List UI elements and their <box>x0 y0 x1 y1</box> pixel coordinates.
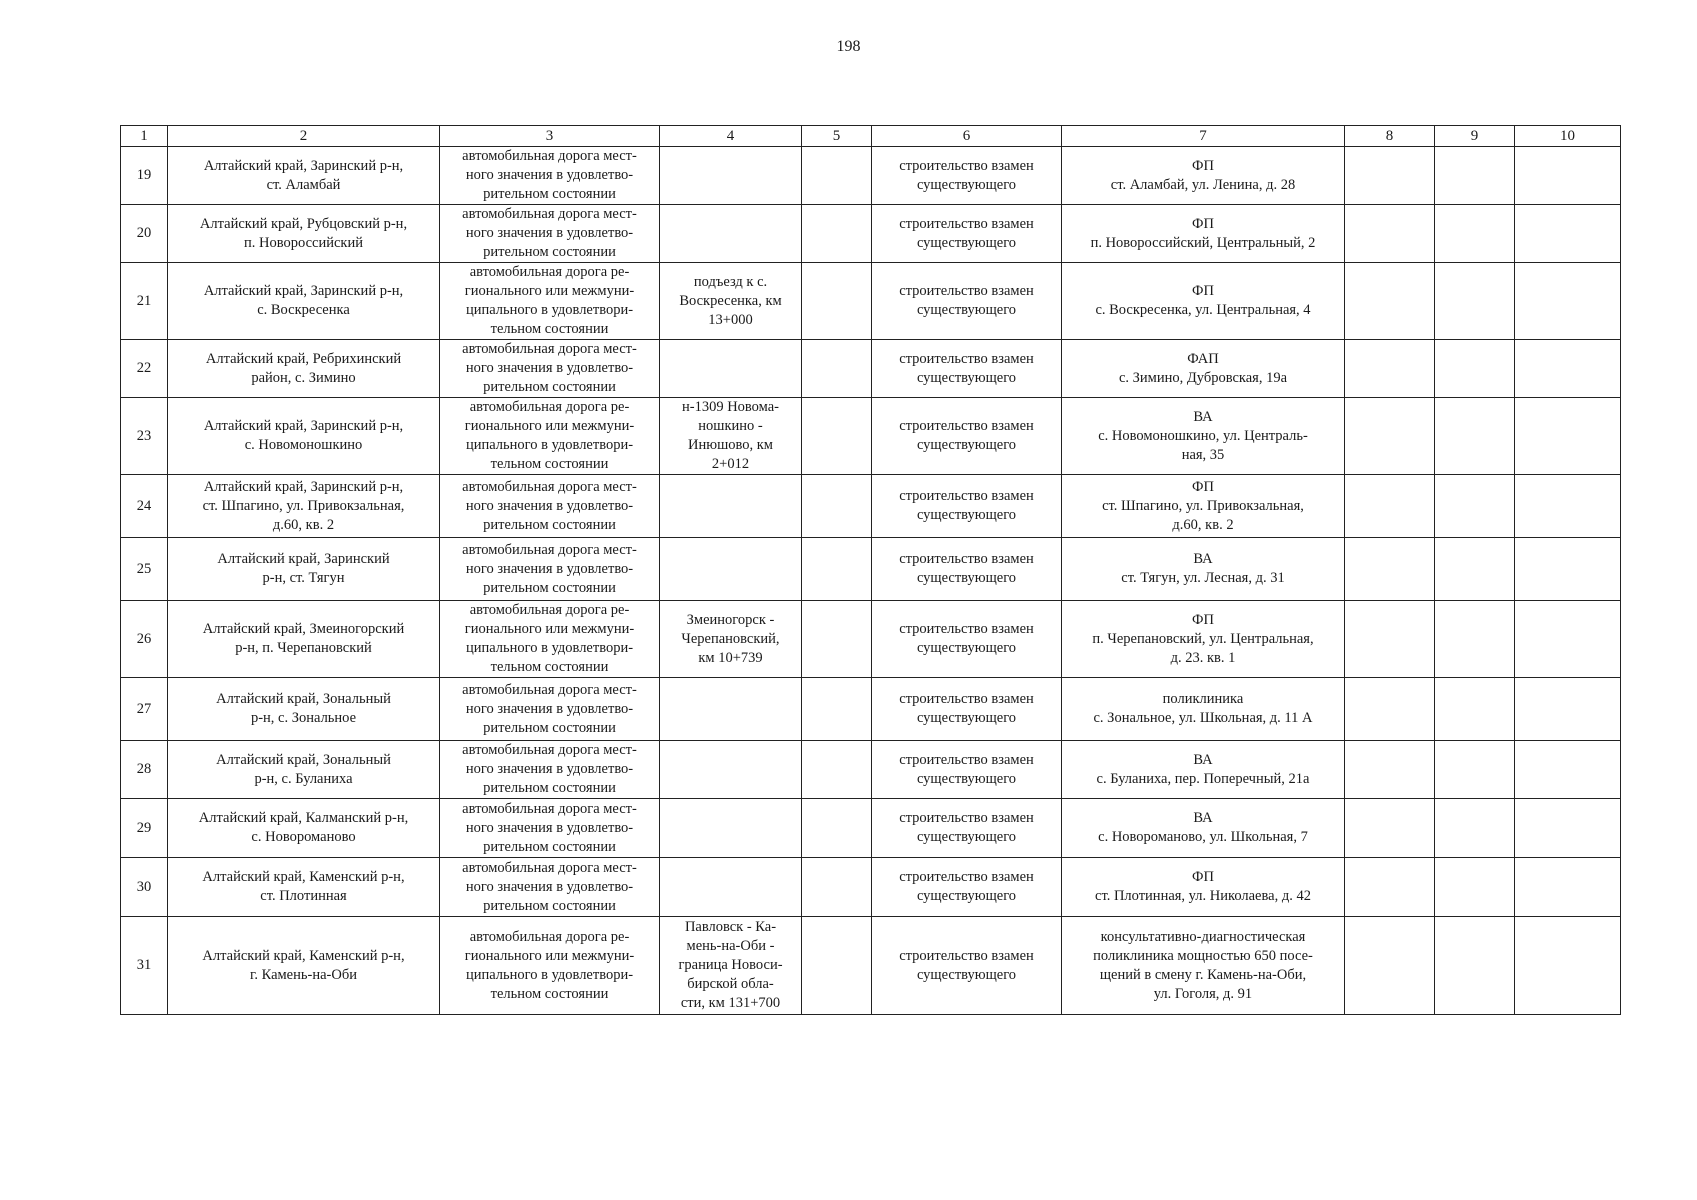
column-9-cell <box>1435 340 1515 398</box>
address-cell: Алтайский край, Заринский р-н, с. Воскресенка <box>168 263 440 340</box>
road-condition-cell: автомобильная дорога мест- ного значения в удовлетво- рительном состоянии <box>440 858 660 917</box>
row-number-cell: 22 <box>121 340 168 398</box>
column-10-cell <box>1515 263 1621 340</box>
column-header-3: 3 <box>440 126 660 147</box>
column-9-cell <box>1435 538 1515 601</box>
column-header-4: 4 <box>660 126 802 147</box>
page-number: 198 <box>836 38 861 55</box>
table-row <box>121 678 1621 741</box>
road-name-cell <box>660 741 802 799</box>
column-5-cell <box>802 147 872 205</box>
road-condition-cell: автомобильная дорога ре- гионального или межмуни- ципального в удовлетвори- тельном состоянии <box>440 601 660 678</box>
column-5-cell <box>802 398 872 475</box>
column-5-cell <box>802 601 872 678</box>
column-8-cell <box>1345 601 1435 678</box>
row-number-cell: 29 <box>121 799 168 858</box>
column-8-cell <box>1345 398 1435 475</box>
road-condition-cell: автомобильная дорога мест- ного значения в удовлетво- рительном состоянии <box>440 538 660 601</box>
road-name-cell <box>660 147 802 205</box>
table-row <box>121 799 1621 858</box>
address-cell: Алтайский край, Калманский р-н, с. Новороманово <box>168 799 440 858</box>
column-5-cell <box>802 340 872 398</box>
table-row <box>121 917 1621 1015</box>
column-8-cell <box>1345 475 1435 538</box>
table-row <box>121 205 1621 263</box>
row-number-cell: 24 <box>121 475 168 538</box>
facility-cell: ВА с. Буланиха, пер. Поперечный, 21а <box>1062 741 1345 799</box>
row-number-cell: 20 <box>121 205 168 263</box>
column-10-cell <box>1515 538 1621 601</box>
road-condition-cell: автомобильная дорога ре- гионального или межмуни- ципального в удовлетвори- тельном состоянии <box>440 917 660 1015</box>
facility-cell: консультативно-диагностическая поликлиника мощностью 650 посе- щений в смену г. Камень-на-Оби, ул. Гоголя, д. 91 <box>1062 917 1345 1015</box>
table-row <box>121 340 1621 398</box>
road-condition-cell: автомобильная дорога мест- ного значения в удовлетво- рительном состоянии <box>440 475 660 538</box>
table-row <box>121 741 1621 799</box>
column-header-2: 2 <box>168 126 440 147</box>
column-5-cell <box>802 678 872 741</box>
road-name-cell <box>660 799 802 858</box>
facility-cell: ФП п. Черепановский, ул. Центральная, д. 23. кв. 1 <box>1062 601 1345 678</box>
column-5-cell <box>802 263 872 340</box>
column-8-cell <box>1345 205 1435 263</box>
column-9-cell <box>1435 601 1515 678</box>
table-body <box>121 147 1621 1015</box>
address-cell: Алтайский край, Заринский р-н, с. Новомоношкино <box>168 398 440 475</box>
row-number-cell: 25 <box>121 538 168 601</box>
road-condition-cell: автомобильная дорога ре- гионального или межмуни- ципального в удовлетвори- тельном состоянии <box>440 263 660 340</box>
construction-type-cell: строительство взамен существующего <box>872 601 1062 678</box>
road-name-cell <box>660 538 802 601</box>
facility-cell: ФП ст. Шпагино, ул. Привокзальная, д.60, кв. 2 <box>1062 475 1345 538</box>
column-10-cell <box>1515 678 1621 741</box>
row-number-cell: 21 <box>121 263 168 340</box>
column-9-cell <box>1435 147 1515 205</box>
table-row <box>121 263 1621 340</box>
construction-type-cell: строительство взамен существующего <box>872 205 1062 263</box>
road-name-cell: подъезд к с. Воскресенка, км 13+000 <box>660 263 802 340</box>
road-condition-cell: автомобильная дорога мест- ного значения в удовлетво- рительном состоянии <box>440 340 660 398</box>
road-condition-cell: автомобильная дорога мест- ного значения в удовлетво- рительном состоянии <box>440 678 660 741</box>
column-5-cell <box>802 858 872 917</box>
table-row <box>121 398 1621 475</box>
facility-cell: ВА с. Новороманово, ул. Школьная, 7 <box>1062 799 1345 858</box>
column-9-cell <box>1435 741 1515 799</box>
document-table <box>120 125 1621 1015</box>
address-cell: Алтайский край, Каменский р-н, ст. Плотинная <box>168 858 440 917</box>
address-cell: Алтайский край, Заринский р-н, ст. Шпагино, ул. Привокзальная, д.60, кв. 2 <box>168 475 440 538</box>
construction-type-cell: строительство взамен существующего <box>872 678 1062 741</box>
table-row <box>121 601 1621 678</box>
column-5-cell <box>802 205 872 263</box>
facility-cell: ФП ст. Плотинная, ул. Николаева, д. 42 <box>1062 858 1345 917</box>
column-9-cell <box>1435 678 1515 741</box>
column-8-cell <box>1345 263 1435 340</box>
column-10-cell <box>1515 601 1621 678</box>
column-10-cell <box>1515 799 1621 858</box>
road-condition-cell: автомобильная дорога мест- ного значения в удовлетво- рительном состоянии <box>440 205 660 263</box>
road-name-cell <box>660 858 802 917</box>
column-number-row <box>121 126 1621 147</box>
row-number-cell: 26 <box>121 601 168 678</box>
column-9-cell <box>1435 475 1515 538</box>
column-10-cell <box>1515 917 1621 1015</box>
construction-type-cell: строительство взамен существующего <box>872 799 1062 858</box>
table-row <box>121 538 1621 601</box>
column-9-cell <box>1435 917 1515 1015</box>
row-number-cell: 27 <box>121 678 168 741</box>
column-5-cell <box>802 799 872 858</box>
road-condition-cell: автомобильная дорога мест- ного значения в удовлетво- рительном состоянии <box>440 147 660 205</box>
column-9-cell <box>1435 205 1515 263</box>
road-condition-cell: автомобильная дорога ре- гионального или межмуни- ципального в удовлетвори- тельном состоянии <box>440 398 660 475</box>
column-10-cell <box>1515 858 1621 917</box>
road-name-cell <box>660 475 802 538</box>
column-5-cell <box>802 741 872 799</box>
column-9-cell <box>1435 398 1515 475</box>
row-number-cell: 19 <box>121 147 168 205</box>
road-condition-cell: автомобильная дорога мест- ного значения в удовлетво- рительном состоянии <box>440 741 660 799</box>
column-header-7: 7 <box>1062 126 1345 147</box>
facility-cell: ВА с. Новомоношкино, ул. Централь- ная, 35 <box>1062 398 1345 475</box>
construction-type-cell: строительство взамен существующего <box>872 398 1062 475</box>
address-cell: Алтайский край, Змеиногорский р-н, п. Черепановский <box>168 601 440 678</box>
construction-type-cell: строительство взамен существующего <box>872 340 1062 398</box>
column-header-5: 5 <box>802 126 872 147</box>
column-10-cell <box>1515 147 1621 205</box>
column-5-cell <box>802 475 872 538</box>
row-number-cell: 30 <box>121 858 168 917</box>
facility-cell: ФП п. Новороссийский, Центральный, 2 <box>1062 205 1345 263</box>
column-8-cell <box>1345 917 1435 1015</box>
facility-cell: ФП ст. Аламбай, ул. Ленина, д. 28 <box>1062 147 1345 205</box>
address-cell: Алтайский край, Рубцовский р-н, п. Новороссийский <box>168 205 440 263</box>
column-10-cell <box>1515 340 1621 398</box>
address-cell: Алтайский край, Заринский р-н, ст. Аламбай <box>168 147 440 205</box>
column-5-cell <box>802 917 872 1015</box>
road-name-cell <box>660 678 802 741</box>
column-9-cell <box>1435 858 1515 917</box>
column-10-cell <box>1515 741 1621 799</box>
column-8-cell <box>1345 147 1435 205</box>
column-header-1: 1 <box>121 126 168 147</box>
facility-cell: ФП с. Воскресенка, ул. Центральная, 4 <box>1062 263 1345 340</box>
row-number-cell: 23 <box>121 398 168 475</box>
road-name-cell <box>660 205 802 263</box>
column-10-cell <box>1515 475 1621 538</box>
column-10-cell <box>1515 398 1621 475</box>
row-number-cell: 28 <box>121 741 168 799</box>
construction-type-cell: строительство взамен существующего <box>872 538 1062 601</box>
road-name-cell: Змеиногорск - Черепановский, км 10+739 <box>660 601 802 678</box>
road-name-cell <box>660 340 802 398</box>
column-8-cell <box>1345 538 1435 601</box>
column-10-cell <box>1515 205 1621 263</box>
road-name-cell: Павловск - Ка- мень-на-Оби - граница Новоси- бирской обла- сти, км 131+700 <box>660 917 802 1015</box>
road-name-cell: н-1309 Новома- ношкино - Инюшово, км 2+012 <box>660 398 802 475</box>
address-cell: Алтайский край, Зональный р-н, с. Буланиха <box>168 741 440 799</box>
address-cell: Алтайский край, Зональный р-н, с. Зональное <box>168 678 440 741</box>
column-9-cell <box>1435 799 1515 858</box>
column-header-6: 6 <box>872 126 1062 147</box>
construction-type-cell: строительство взамен существующего <box>872 263 1062 340</box>
column-header-9: 9 <box>1435 126 1515 147</box>
column-8-cell <box>1345 858 1435 917</box>
column-8-cell <box>1345 741 1435 799</box>
column-8-cell <box>1345 799 1435 858</box>
construction-type-cell: строительство взамен существующего <box>872 147 1062 205</box>
row-number-cell: 31 <box>121 917 168 1015</box>
construction-type-cell: строительство взамен существующего <box>872 917 1062 1015</box>
address-cell: Алтайский край, Каменский р-н, г. Камень-на-Оби <box>168 917 440 1015</box>
address-cell: Алтайский край, Ребрихинский район, с. Зимино <box>168 340 440 398</box>
table-row <box>121 475 1621 538</box>
facility-cell: поликлиника с. Зональное, ул. Школьная, д. 11 А <box>1062 678 1345 741</box>
column-8-cell <box>1345 340 1435 398</box>
construction-type-cell: строительство взамен существующего <box>872 741 1062 799</box>
facility-cell: ФАП с. Зимино, Дубровская, 19а <box>1062 340 1345 398</box>
table-row <box>121 147 1621 205</box>
facility-cell: ВА ст. Тягун, ул. Лесная, д. 31 <box>1062 538 1345 601</box>
column-9-cell <box>1435 263 1515 340</box>
column-5-cell <box>802 538 872 601</box>
construction-type-cell: строительство взамен существующего <box>872 858 1062 917</box>
column-header-10: 10 <box>1515 126 1621 147</box>
address-cell: Алтайский край, Заринский р-н, ст. Тягун <box>168 538 440 601</box>
column-header-8: 8 <box>1345 126 1435 147</box>
road-condition-cell: автомобильная дорога мест- ного значения в удовлетво- рительном состоянии <box>440 799 660 858</box>
construction-type-cell: строительство взамен существующего <box>872 475 1062 538</box>
table-row <box>121 858 1621 917</box>
column-8-cell <box>1345 678 1435 741</box>
